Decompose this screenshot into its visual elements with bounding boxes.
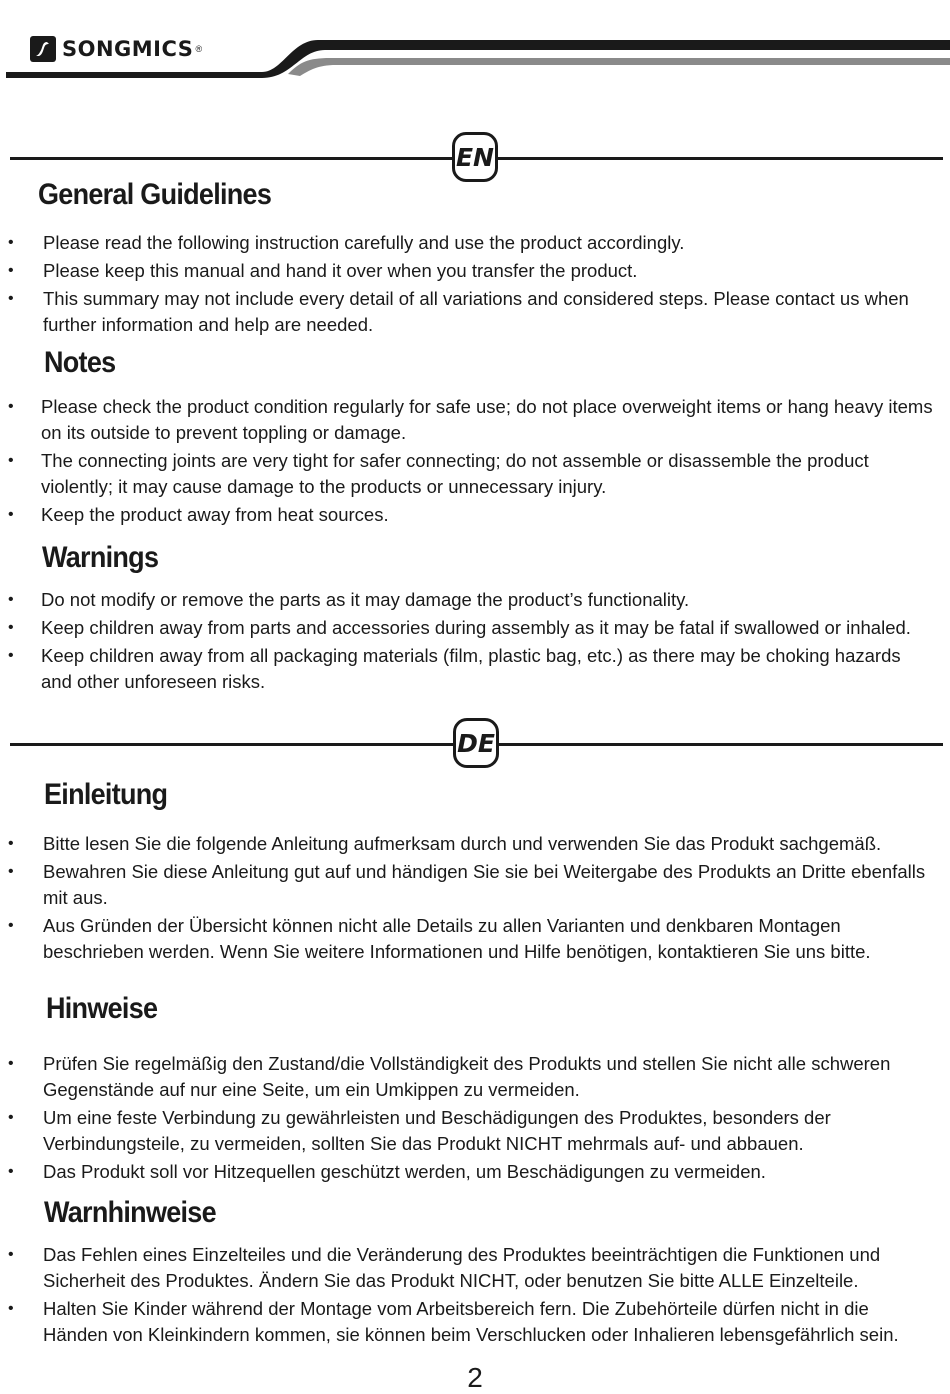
- list-item: • Please check the product condition regularly for safe use; do not place overweight items or hang heavy items on its outside to prevent toppling or damage.: [8, 396, 933, 443]
- list-item: • Das Fehlen eines Einzelteiles und die Veränderung des Produktes beeinträchtigen die Funktionen und Sicherheit des Produktes. Ändern Sie das Produkt NICHT, oder benutzen Sie bitte ALLE Einzelteile.: [8, 1244, 881, 1291]
- notes-list: [8, 394, 933, 530]
- list-item: • Keep children away from all packaging materials (film, plastic bag, etc.) as there may be choking hazards and other unforeseen risks.: [8, 645, 901, 692]
- list-item: • Halten Sie Kinder während der Montage vom Arbeitsbereich fern. Die Zubehörteile dürfen nicht in die Händen von Kleinkindern kommen, sie können beim Verschlucken oder Inhalieren lebensgefährlich sein.: [8, 1298, 899, 1345]
- brand-name: SONGMICS: [62, 37, 194, 61]
- list-item: • Please keep this manual and hand it over when you transfer the product.: [8, 260, 638, 281]
- section-title-general-guidelines: General Guidelines: [38, 178, 272, 211]
- list-item: • Bewahren Sie diese Anleitung gut auf und händigen Sie sie bei Weitergabe des Produkts an Dritte ebenfalls mit aus.: [8, 861, 926, 908]
- hinweise-list: [8, 1051, 918, 1187]
- list-item: • Keep children away from parts and accessories during assembly as it may be fatal if swallowed or inhaled.: [8, 617, 911, 638]
- einleitung-list: [8, 831, 943, 967]
- page-header: [0, 0, 950, 90]
- page-number: 2: [467, 1362, 483, 1393]
- section-title-warnings: Warnings: [42, 541, 159, 574]
- language-divider-de: [10, 718, 943, 772]
- brand-logo-icon: [30, 36, 56, 62]
- section-title-notes: Notes: [44, 346, 116, 379]
- list-item: • Aus Gründen der Übersicht können nicht alle Details zu allen Varianten und denkbaren Montagen beschrieben werden. Wenn Sie weitere Informationen und Hilfe benötigen, kontaktieren Sie uns bitte.: [8, 915, 871, 962]
- list-item: • Um eine feste Verbindung zu gewährleisten und Beschädigungen des Produktes, besonders der Verbindungsteile, zu vermeiden, sollten Sie das Produkt NICHT mehrmals auf- und abbauen.: [8, 1107, 831, 1154]
- list-item: • Please read the following instruction carefully and use the product accordingly.: [8, 232, 685, 253]
- list-item: • This summary may not include every detail of all variations and considered steps. Please contact us when further information and help are needed.: [8, 288, 909, 335]
- language-badge-en: EN: [452, 132, 498, 182]
- list-item: • Do not modify or remove the parts as it may damage the product’s functionality.: [8, 589, 690, 610]
- brand-logo: [30, 36, 202, 62]
- list-item: • The connecting joints are very tight for safer connecting; do not assemble or disassemble the product violently; it may cause damage to the products or unnecessary injury.: [8, 450, 869, 497]
- list-item: • Bitte lesen Sie die folgende Anleitung aufmerksam durch und verwenden Sie das Produkt sachgemäß.: [8, 833, 882, 854]
- language-badge-de: DE: [453, 718, 499, 768]
- list-item: • Das Produkt soll vor Hitzequellen geschützt werden, um Beschädigungen zu vermeiden.: [8, 1161, 766, 1182]
- registered-mark: ®: [195, 44, 203, 54]
- warnhinweise-list: [8, 1242, 928, 1350]
- general-guidelines-list: [8, 230, 928, 340]
- warnings-list: [8, 587, 933, 697]
- list-item: • Keep the product away from heat sources.: [8, 504, 389, 525]
- section-title-warnhinweise: Warnhinweise: [44, 1196, 216, 1229]
- section-title-einleitung: Einleitung: [44, 778, 168, 811]
- section-title-hinweise: Hinweise: [46, 992, 158, 1025]
- list-item: • Prüfen Sie regelmäßig den Zustand/die Vollständigkeit des Produkts und stellen Sie nicht alle schweren Gegenstände auf nur eine Seite, um ein Umkippen zu vermeiden.: [8, 1053, 891, 1100]
